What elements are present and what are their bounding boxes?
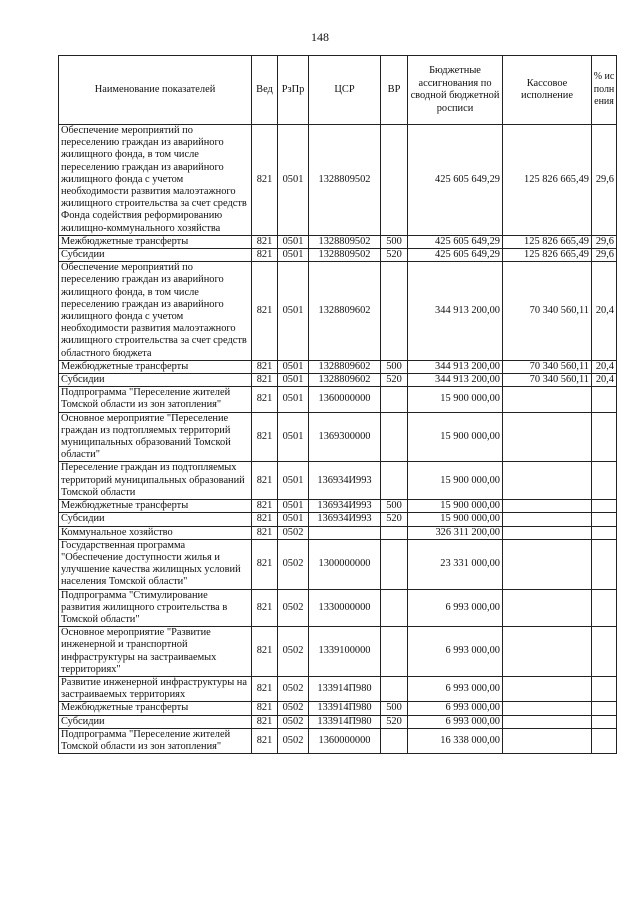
cell-ved: 821: [252, 462, 278, 500]
cell-vr: 520: [381, 715, 408, 728]
cell-rzpr: 0502: [278, 728, 309, 753]
cell-percent: 29,6: [592, 235, 617, 248]
cell-rzpr: 0501: [278, 125, 309, 236]
cell-vr: 520: [381, 513, 408, 526]
table-row: [59, 125, 617, 236]
cell-ved: 821: [252, 526, 278, 539]
cell-ved: 821: [252, 715, 278, 728]
cell-budget: 15 900 000,00: [408, 387, 503, 412]
cell-vr: [381, 589, 408, 627]
cell-budget: 23 331 000,00: [408, 539, 503, 589]
table-row: [59, 360, 617, 373]
cell-budget: 6 993 000,00: [408, 627, 503, 677]
cell-budget: 15 900 000,00: [408, 500, 503, 513]
cell-csr: 1300000000: [309, 539, 381, 589]
cell-ved: 821: [252, 262, 278, 361]
cell-budget: 6 993 000,00: [408, 589, 503, 627]
cell-budget: 15 900 000,00: [408, 513, 503, 526]
cell-name: Подпрограмма "Переселение жителей Томской области из зон затопления": [59, 387, 252, 412]
cell-budget: 326 311 200,00: [408, 526, 503, 539]
cell-budget: 344 913 200,00: [408, 374, 503, 387]
cell-cash: [503, 462, 592, 500]
cell-ved: 821: [252, 539, 278, 589]
cell-budget: 6 993 000,00: [408, 702, 503, 715]
cell-name: Межбюджетные трансферты: [59, 360, 252, 373]
cell-percent: [592, 500, 617, 513]
cell-cash: 70 340 560,11: [503, 360, 592, 373]
cell-rzpr: 0502: [278, 589, 309, 627]
cell-percent: [592, 462, 617, 500]
cell-budget: 425 605 649,29: [408, 249, 503, 262]
cell-name: Субсидии: [59, 513, 252, 526]
cell-rzpr: 0502: [278, 676, 309, 701]
cell-ved: 821: [252, 513, 278, 526]
cell-percent: [592, 412, 617, 462]
cell-percent: [592, 627, 617, 677]
cell-budget: 425 605 649,29: [408, 125, 503, 236]
cell-budget: 6 993 000,00: [408, 715, 503, 728]
cell-csr: 1330000000: [309, 589, 381, 627]
cell-csr: 1328809602: [309, 262, 381, 361]
cell-rzpr: 0502: [278, 702, 309, 715]
cell-vr: 500: [381, 235, 408, 248]
budget-table: [58, 55, 617, 754]
table-row: [59, 374, 617, 387]
cell-vr: 520: [381, 249, 408, 262]
cell-csr: 136934И993: [309, 462, 381, 500]
header-rzpr: РзПр: [278, 56, 309, 125]
cell-csr: 1328809602: [309, 374, 381, 387]
cell-cash: 125 826 665,49: [503, 249, 592, 262]
cell-name: Субсидии: [59, 715, 252, 728]
cell-percent: 20,4: [592, 374, 617, 387]
cell-vr: [381, 412, 408, 462]
cell-rzpr: 0501: [278, 249, 309, 262]
cell-vr: 500: [381, 500, 408, 513]
header-percent: % исполнения: [592, 56, 617, 125]
cell-cash: 70 340 560,11: [503, 374, 592, 387]
table-header-row: [59, 56, 617, 125]
header-name: Наименование показателей: [59, 56, 252, 125]
table-row: [59, 715, 617, 728]
table-row: [59, 249, 617, 262]
cell-cash: [503, 526, 592, 539]
page-number: 148: [311, 30, 329, 44]
cell-rzpr: 0501: [278, 500, 309, 513]
cell-name: Переселение граждан из подтопляемых территорий муниципальных образований Томской области: [59, 462, 252, 500]
cell-percent: 29,6: [592, 125, 617, 236]
cell-name: Коммунальное хозяйство: [59, 526, 252, 539]
cell-vr: 520: [381, 374, 408, 387]
cell-ved: 821: [252, 412, 278, 462]
cell-cash: [503, 539, 592, 589]
table-row: [59, 262, 617, 361]
table-row: [59, 627, 617, 677]
cell-csr: 1360000000: [309, 387, 381, 412]
table-row: [59, 702, 617, 715]
header-cash: Кассовое исполнение: [503, 56, 592, 125]
cell-csr: 1360000000: [309, 728, 381, 753]
cell-cash: [503, 715, 592, 728]
cell-csr: 1369300000: [309, 412, 381, 462]
cell-ved: 821: [252, 374, 278, 387]
cell-vr: [381, 462, 408, 500]
cell-vr: [381, 526, 408, 539]
table-row: [59, 412, 617, 462]
cell-percent: [592, 539, 617, 589]
cell-rzpr: 0501: [278, 513, 309, 526]
cell-name: Межбюджетные трансферты: [59, 500, 252, 513]
cell-ved: 821: [252, 728, 278, 753]
cell-name: Подпрограмма "Стимулирование развития жилищного строительства в Томской области": [59, 589, 252, 627]
cell-cash: 70 340 560,11: [503, 262, 592, 361]
cell-budget: 15 900 000,00: [408, 412, 503, 462]
cell-csr: [309, 526, 381, 539]
cell-ved: 821: [252, 125, 278, 236]
cell-name: Межбюджетные трансферты: [59, 235, 252, 248]
cell-vr: [381, 728, 408, 753]
cell-cash: [503, 676, 592, 701]
cell-percent: [592, 387, 617, 412]
cell-cash: [503, 387, 592, 412]
cell-percent: [592, 715, 617, 728]
cell-vr: 500: [381, 360, 408, 373]
cell-cash: 125 826 665,49: [503, 125, 592, 236]
header-csr: ЦСР: [309, 56, 381, 125]
cell-rzpr: 0501: [278, 235, 309, 248]
table-row: [59, 462, 617, 500]
table-row: [59, 589, 617, 627]
header-budget: Бюджетные ассигнования по сводной бюджетной росписи: [408, 56, 503, 125]
cell-csr: 1328809602: [309, 360, 381, 373]
cell-cash: [503, 513, 592, 526]
cell-vr: [381, 676, 408, 701]
table-row: [59, 500, 617, 513]
table-row: [59, 728, 617, 753]
cell-name: Основное мероприятие "Переселение граждан из подтопляемых территорий муниципальных образований Томской области": [59, 412, 252, 462]
cell-percent: 20,4: [592, 262, 617, 361]
cell-percent: [592, 728, 617, 753]
cell-csr: 136934И993: [309, 500, 381, 513]
cell-vr: [381, 539, 408, 589]
cell-ved: 821: [252, 589, 278, 627]
cell-rzpr: 0501: [278, 374, 309, 387]
cell-csr: 133914П980: [309, 676, 381, 701]
cell-vr: [381, 387, 408, 412]
cell-rzpr: 0502: [278, 526, 309, 539]
cell-budget: 16 338 000,00: [408, 728, 503, 753]
cell-cash: [503, 412, 592, 462]
cell-csr: 1328809502: [309, 125, 381, 236]
cell-csr: 133914П980: [309, 715, 381, 728]
cell-rzpr: 0502: [278, 627, 309, 677]
header-vr: ВР: [381, 56, 408, 125]
table-row: [59, 387, 617, 412]
cell-budget: 344 913 200,00: [408, 360, 503, 373]
cell-budget: 344 913 200,00: [408, 262, 503, 361]
cell-percent: 29,6: [592, 249, 617, 262]
cell-percent: [592, 589, 617, 627]
cell-ved: 821: [252, 387, 278, 412]
cell-name: Субсидии: [59, 249, 252, 262]
cell-ved: 821: [252, 249, 278, 262]
cell-rzpr: 0502: [278, 539, 309, 589]
cell-percent: [592, 702, 617, 715]
cell-csr: 1328809502: [309, 235, 381, 248]
cell-percent: [592, 526, 617, 539]
cell-rzpr: 0501: [278, 462, 309, 500]
cell-csr: 136934И993: [309, 513, 381, 526]
cell-percent: [592, 513, 617, 526]
cell-cash: 125 826 665,49: [503, 235, 592, 248]
cell-rzpr: 0501: [278, 387, 309, 412]
cell-cash: [503, 728, 592, 753]
cell-ved: 821: [252, 627, 278, 677]
cell-cash: [503, 702, 592, 715]
cell-name: Субсидии: [59, 374, 252, 387]
cell-name: Обеспечение мероприятий по переселению граждан из аварийного жилищного фонда, в том числе переселению граждан из аварийного жилищного фонда с учетом необходимости развития малоэтажного жилищного строительства за счет средств областного бюджета: [59, 262, 252, 361]
cell-percent: 20,4: [592, 360, 617, 373]
cell-name: Межбюджетные трансферты: [59, 702, 252, 715]
cell-csr: 1328809502: [309, 249, 381, 262]
cell-vr: [381, 125, 408, 236]
cell-csr: 133914П980: [309, 702, 381, 715]
cell-ved: 821: [252, 360, 278, 373]
cell-csr: 1339100000: [309, 627, 381, 677]
cell-rzpr: 0502: [278, 715, 309, 728]
table-row: [59, 235, 617, 248]
cell-name: Развитие инженерной инфраструктуры на застраиваемых территориях: [59, 676, 252, 701]
cell-ved: 821: [252, 235, 278, 248]
cell-budget: 15 900 000,00: [408, 462, 503, 500]
cell-name: Обеспечение мероприятий по переселению граждан из аварийного жилищного фонда, в том числе переселению граждан из аварийного жилищного фонда с учетом необходимости развития малоэтажного жилищного строительства за счет средств Фонда содействия реформированию жилищно-коммунального хозяйства: [59, 125, 252, 236]
cell-name: Основное мероприятие "Развитие инженерной и транспортной инфраструктуры на застраиваемых территориях": [59, 627, 252, 677]
cell-rzpr: 0501: [278, 412, 309, 462]
cell-vr: 500: [381, 702, 408, 715]
cell-cash: [503, 589, 592, 627]
table-row: [59, 513, 617, 526]
cell-rzpr: 0501: [278, 262, 309, 361]
cell-name: Подпрограмма "Переселение жителей Томской области из зон затопления": [59, 728, 252, 753]
header-ved: Вед: [252, 56, 278, 125]
cell-budget: 6 993 000,00: [408, 676, 503, 701]
cell-ved: 821: [252, 676, 278, 701]
cell-rzpr: 0501: [278, 360, 309, 373]
cell-vr: [381, 262, 408, 361]
cell-cash: [503, 627, 592, 677]
cell-ved: 821: [252, 500, 278, 513]
cell-cash: [503, 500, 592, 513]
cell-percent: [592, 676, 617, 701]
table-row: [59, 526, 617, 539]
cell-vr: [381, 627, 408, 677]
cell-name: Государственная программа "Обеспечение доступности жилья и улучшение качества жилищных условий населения Томской области": [59, 539, 252, 589]
cell-ved: 821: [252, 702, 278, 715]
cell-budget: 425 605 649,29: [408, 235, 503, 248]
table-row: [59, 676, 617, 701]
table-row: [59, 539, 617, 589]
